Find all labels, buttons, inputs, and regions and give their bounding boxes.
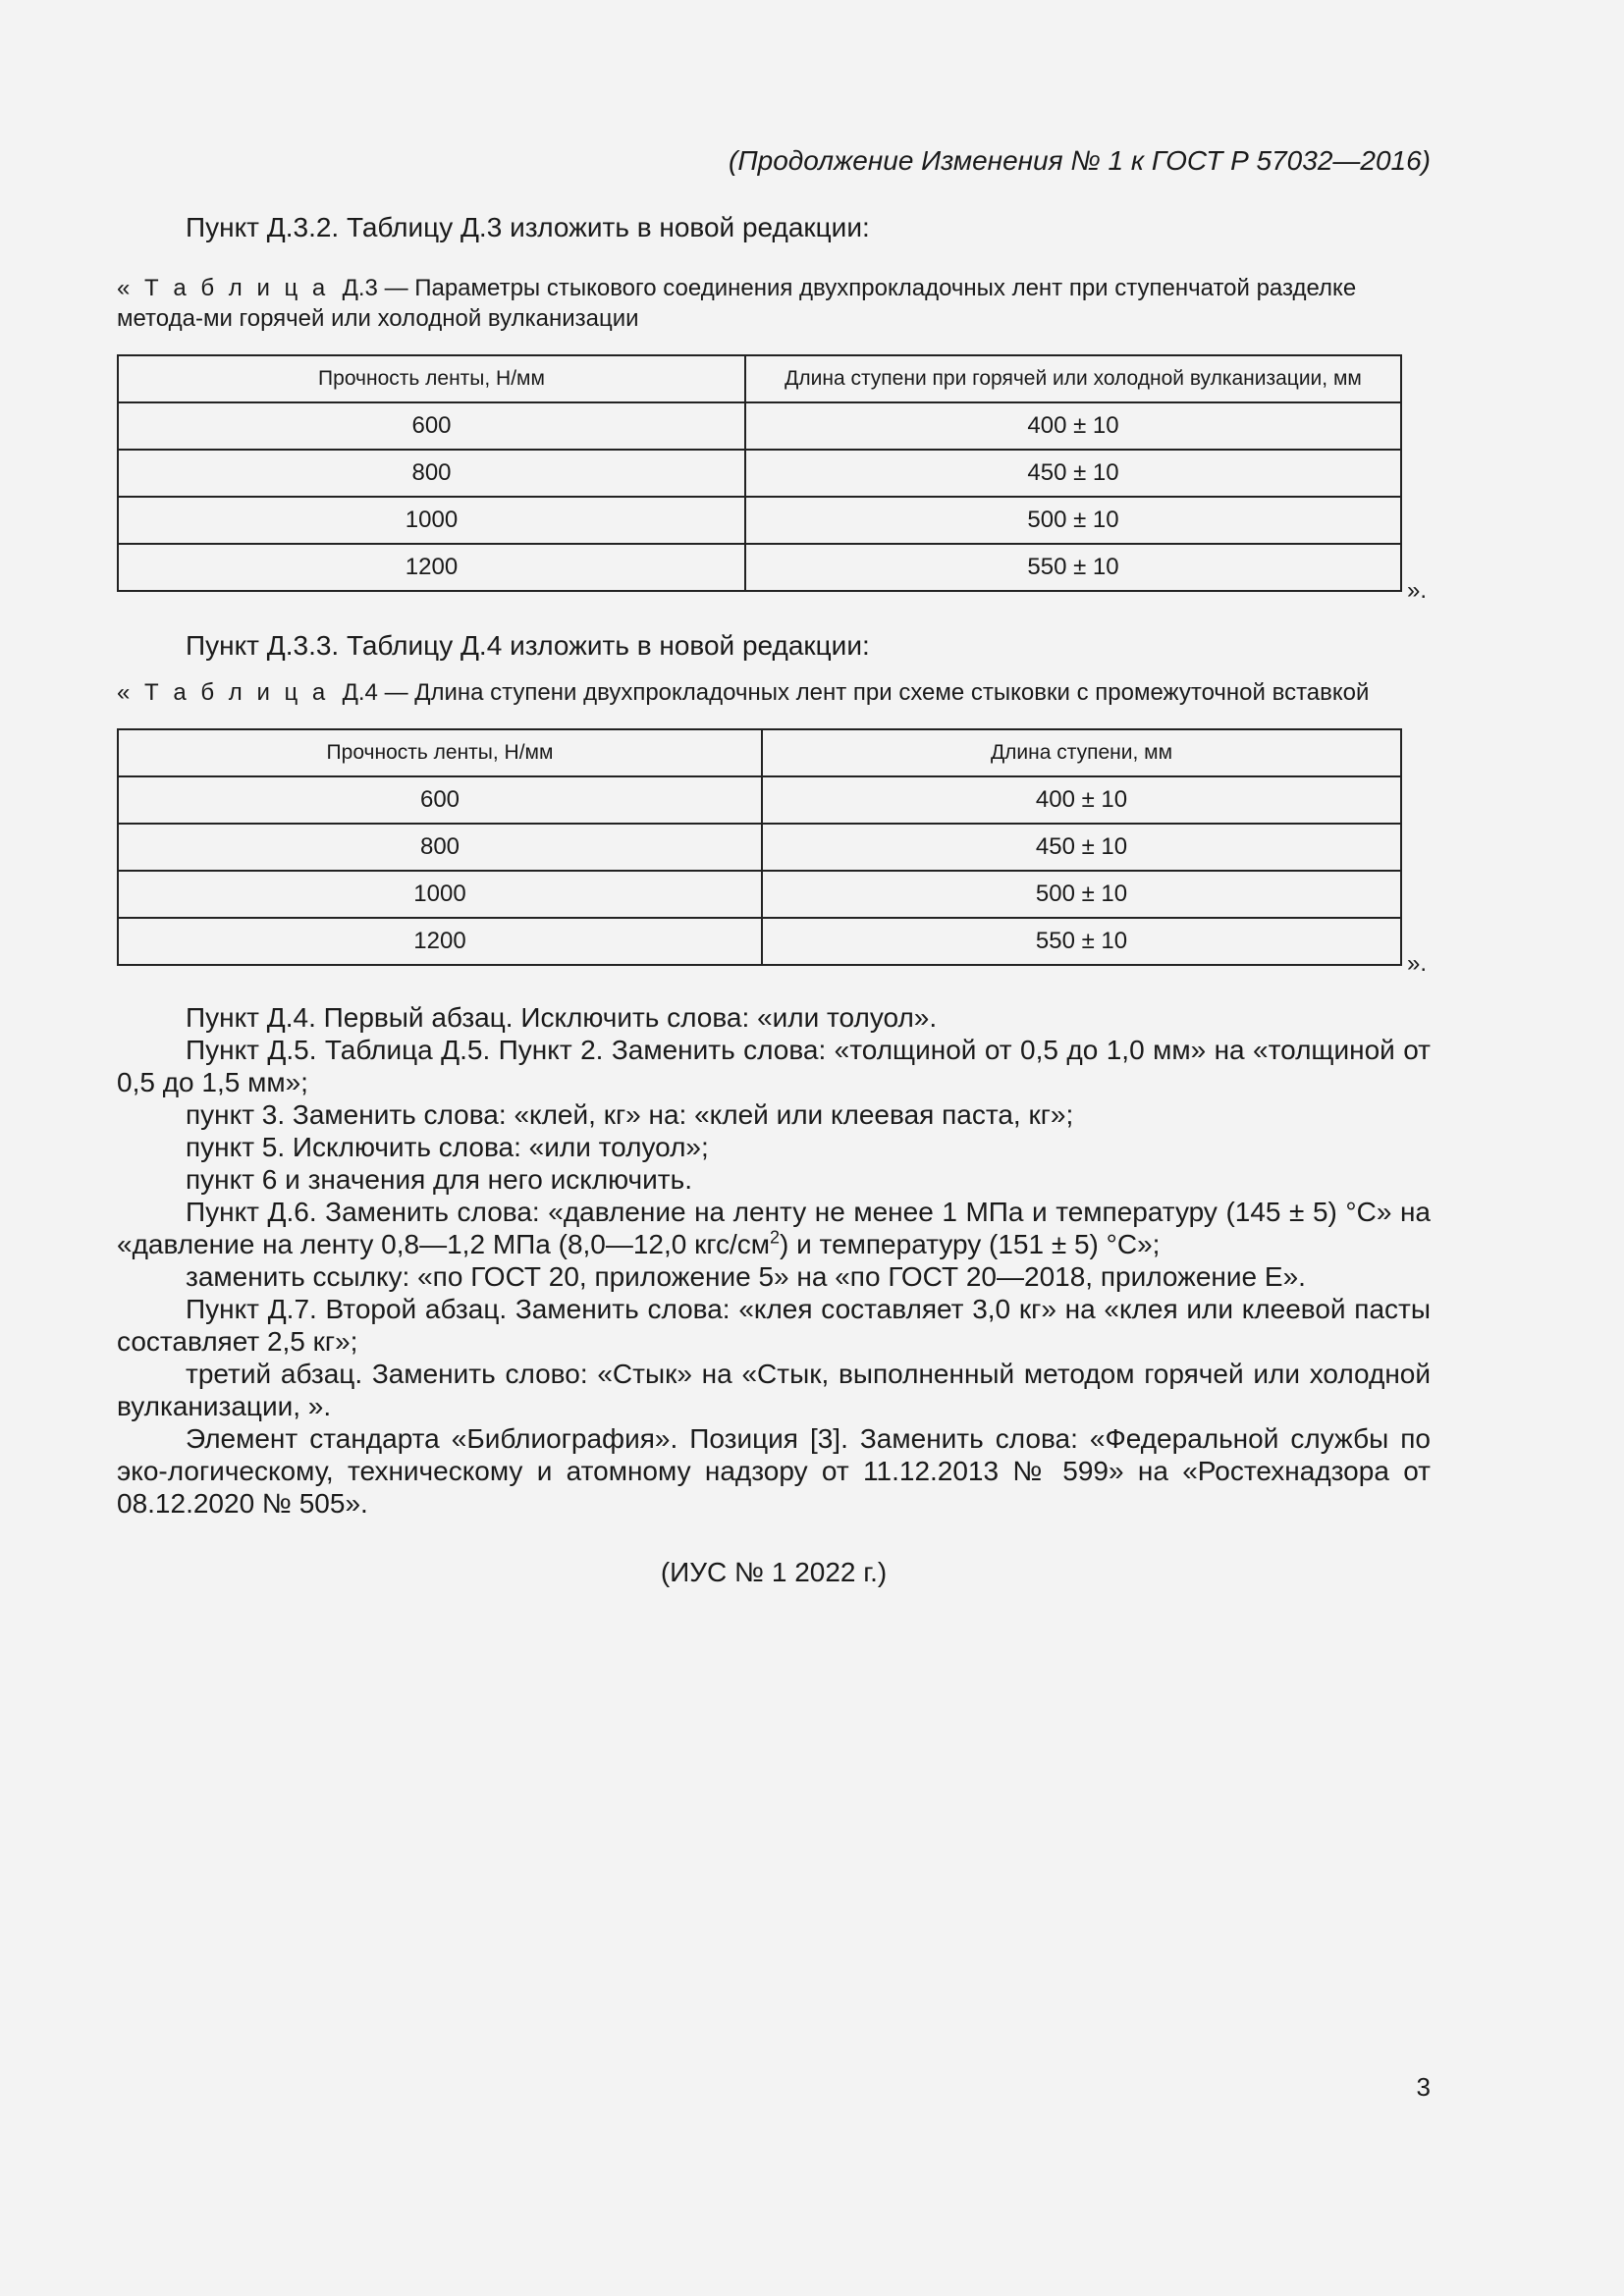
table-d4-header-row <box>118 729 1401 776</box>
table-cell: 500 ± 10 <box>745 497 1401 544</box>
table-d3-prefix: « Т а б л и ц а <box>117 275 330 301</box>
paragraph-item6: пункт 6 и значения для него исключить. <box>186 1164 692 1195</box>
table-cell: 450 ± 10 <box>745 450 1401 497</box>
superscript: 2 <box>770 1227 781 1248</box>
table-d3-col2-header: Длина ступени при горячей или холодной вулканизации, мм <box>745 355 1401 402</box>
page-number: 3 <box>1416 2072 1431 2102</box>
table-cell: 450 ± 10 <box>762 824 1401 871</box>
table-row <box>118 918 1401 965</box>
paragraph-d32: Пункт Д.3.2. Таблицу Д.3 изложить в новой редакции: <box>186 212 870 242</box>
table-d3-title: Д.3 — Параметры стыкового соединения двухпрокладочных лент при ступенчатой разделке метода-ми горячей или холодной вулканизации <box>117 275 1357 332</box>
paragraph-d5: Пункт Д.5. Таблица Д.5. Пункт 2. Заменить слова: «толщиной от 0,5 до 1,0 мм» на «толщиной от 0,5 до 1,5 мм»; <box>117 1035 1431 1097</box>
table-row <box>118 402 1401 450</box>
table-d4-closing-quote: ». <box>1407 950 1428 977</box>
table-cell: 1200 <box>118 544 745 591</box>
table-cell: 500 ± 10 <box>762 871 1401 918</box>
table-row <box>118 824 1401 871</box>
table-d3-closing-quote: ». <box>1407 577 1428 604</box>
table-d4-col2-header: Длина ступени, мм <box>762 729 1401 776</box>
ius-note: (ИУС № 1 2022 г.) <box>660 1557 888 1587</box>
paragraph-item5: пункт 5. Исключить слова: «или толуол»; <box>186 1132 709 1162</box>
table-cell: 550 ± 10 <box>745 544 1401 591</box>
table-cell: 600 <box>118 402 745 450</box>
amendment-text <box>117 1001 1431 1520</box>
table-cell: 400 ± 10 <box>762 776 1401 824</box>
paragraph-reference: заменить ссылку: «по ГОСТ 20, приложение 5» на «по ГОСТ 20—2018, приложение Е». <box>186 1261 1306 1292</box>
table-d4-title: Д.4 — Длина ступени двухпрокладочных лент при схеме стыковки с промежуточной вставкой <box>342 679 1370 706</box>
table-row <box>118 871 1401 918</box>
table-d4-caption <box>117 677 1431 708</box>
paragraph-d7: Пункт Д.7. Второй абзац. Заменить слова: «клея составляет 3,0 кг» на «клея или клеевой пасты составляет 2,5 кг»; <box>117 1294 1431 1357</box>
table-cell: 1000 <box>118 871 762 918</box>
table-row <box>118 544 1401 591</box>
table-d3 <box>117 354 1402 592</box>
table-cell: 600 <box>118 776 762 824</box>
paragraph-d33: Пункт Д.3.3. Таблицу Д.4 изложить в новой редакции: <box>186 630 870 661</box>
paragraph-bibliography: Элемент стандарта «Библиография». Позиция [3]. Заменить слова: «Федеральной службы по эко-логическому, техническому и атомному надзору от 11.12.2013 № 599» на «Ростехнадзора от 08.12.2020 № 505». <box>117 1423 1431 1519</box>
table-cell: 1200 <box>118 918 762 965</box>
running-header: (Продолжение Изменения № 1 к ГОСТ Р 57032—2016) <box>729 145 1431 176</box>
table-d3-col1-header: Прочность ленты, Н/мм <box>118 355 745 402</box>
table-d4-prefix: « Т а б л и ц а <box>117 679 330 706</box>
table-cell: 1000 <box>118 497 745 544</box>
table-cell: 800 <box>118 824 762 871</box>
table-row <box>118 776 1401 824</box>
table-d4 <box>117 728 1402 966</box>
paragraph-d4: Пункт Д.4. Первый абзац. Исключить слова: «или толуол». <box>186 1002 938 1033</box>
table-d4-col1-header: Прочность ленты, Н/мм <box>118 729 762 776</box>
table-row <box>118 450 1401 497</box>
table-cell: 400 ± 10 <box>745 402 1401 450</box>
table-row <box>118 497 1401 544</box>
table-d3-caption <box>117 273 1431 334</box>
table-cell: 550 ± 10 <box>762 918 1401 965</box>
paragraph-d6-tail: ) и температуру (151 ± 5) °С»; <box>780 1229 1161 1259</box>
paragraph-item3: пункт 3. Заменить слова: «клей, кг» на: «клей или клеевая паста, кг»; <box>186 1099 1074 1130</box>
paragraph-d6-text: Пункт Д.6. Заменить слова: «давление на ленту не менее 1 МПа и температуру (145 ± 5) °С» на «давление на ленту 0,8—1,2 МПа (8,0—12,0 кгс/см <box>117 1197 1431 1259</box>
paragraph-third: третий абзац. Заменить слово: «Стык» на «Стык, выполненный методом горячей или холодной вулканизации, ». <box>117 1359 1431 1421</box>
table-cell: 800 <box>118 450 745 497</box>
paragraph-d6 <box>117 1196 1431 1260</box>
table-d3-header-row <box>118 355 1401 402</box>
